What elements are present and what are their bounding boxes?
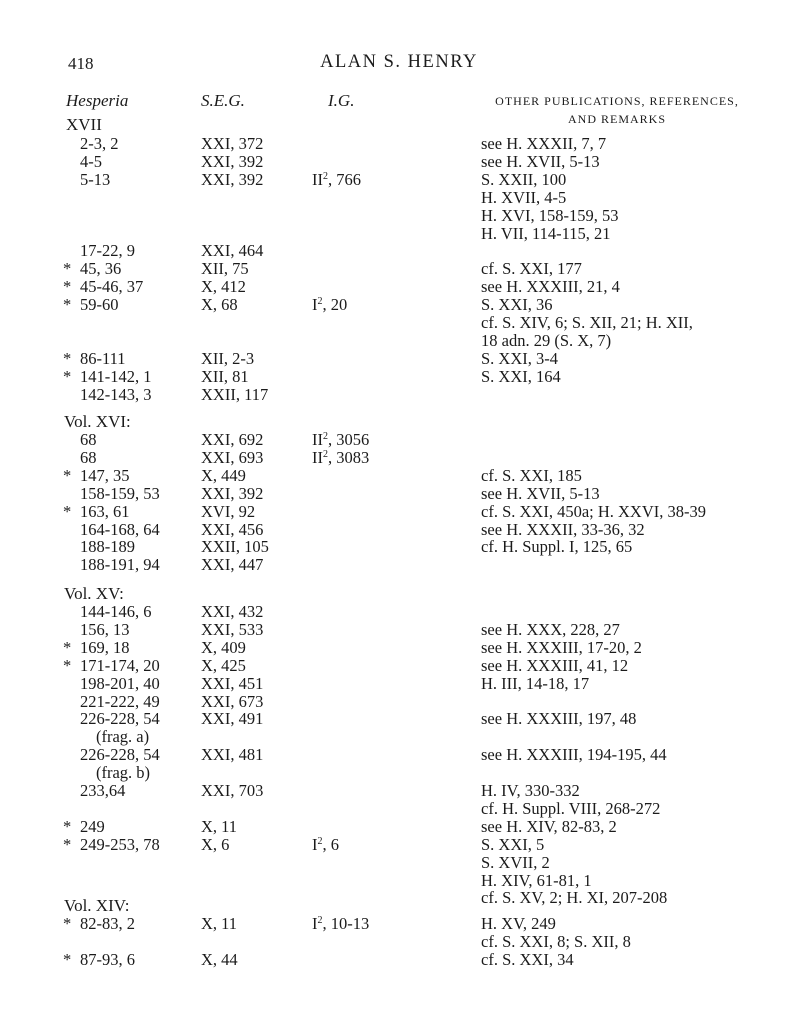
new-text-marker: * [63, 295, 72, 315]
hesperia-ref: 226-228, 54 [80, 745, 160, 765]
seg-ref: X, 11 [201, 816, 238, 836]
other-reference: cf. H. Suppl. VIII, 268-272 [481, 798, 661, 818]
seg-ref: XXI, 392 [201, 483, 264, 503]
other-reference: see H. XXXII, 33-36, 32 [481, 519, 645, 539]
hesperia-ref: 68 [80, 430, 97, 449]
other-reference: see H. XXXIII, 194-195, 44 [481, 745, 667, 765]
hesperia-ref: 156, 13 [80, 619, 130, 639]
seg-ref: XXI, 491 [201, 709, 264, 729]
hesperia-ref: 141-142, 1 [80, 366, 152, 386]
seg-ref: XXI, 703 [201, 781, 264, 800]
hesperia-ref: 68 [80, 447, 97, 467]
ig-ref [312, 449, 369, 467]
other-reference: S. XXI, 3-4 [481, 348, 558, 368]
ig-ref-number: , 10-13 [322, 914, 370, 933]
seg-ref: XXI, 692 [201, 430, 264, 449]
hesperia-ref: 169, 18 [80, 637, 130, 657]
ig-ref-edition: 2 [323, 448, 328, 460]
hesperia-ref: 144-146, 6 [80, 602, 152, 621]
table-row [0, 260, 798, 278]
other-reference: cf. S. XXI, 450a; H. XXVI, 38-39 [481, 501, 707, 521]
seg-ref: XXI, 693 [201, 447, 264, 467]
table-row [0, 836, 798, 854]
ig-ref-corpus: I [312, 295, 318, 315]
seg-ref: X, 409 [201, 637, 246, 657]
other-reference: see H. XXXIII, 197, 48 [481, 709, 637, 729]
other-reference: H. XV, 249 [481, 914, 556, 933]
table-row [0, 657, 798, 675]
table-row [0, 153, 798, 171]
table-row [0, 135, 798, 153]
other-reference: see H. XIV, 82-83, 2 [481, 816, 617, 836]
other-reference: S. XXII, 100 [481, 169, 567, 189]
ig-ref-edition: 2 [323, 170, 328, 182]
seg-ref: X, 412 [201, 277, 246, 297]
table-row [0, 951, 798, 969]
column-header-ig: I.G. [328, 91, 355, 110]
table-row [0, 675, 798, 693]
seg-ref: XVI, 92 [201, 501, 256, 521]
other-reference: S. XVII, 2 [481, 852, 550, 872]
ig-ref [312, 836, 339, 854]
table-row [0, 386, 798, 404]
hesperia-ref: 87-93, 6 [80, 949, 135, 969]
other-reference: cf. S. XXI, 177 [481, 259, 582, 279]
seg-ref: XII, 75 [201, 259, 249, 279]
table-row [0, 467, 798, 485]
table-row [0, 350, 798, 368]
other-reference: H. III, 14-18, 17 [481, 673, 590, 693]
hesperia-ref: 45, 36 [80, 259, 122, 279]
other-reference: see H. XVII, 5-13 [481, 151, 600, 171]
hesperia-ref: 5-13 [80, 169, 111, 189]
ig-ref-edition: 2 [317, 835, 323, 847]
table-row [0, 368, 798, 386]
seg-ref: X, 68 [201, 295, 238, 315]
section-title: XVII [66, 115, 102, 134]
table-row [0, 449, 798, 467]
seg-ref: XII, 81 [201, 366, 249, 386]
ig-ref-number: , 3056 [328, 430, 370, 449]
ig-ref-number: , 766 [328, 169, 361, 189]
column-header-seg: S.E.G. [201, 91, 245, 110]
ig-ref-number: , 20 [322, 295, 348, 315]
table-row [0, 431, 798, 449]
seg-ref: XXI, 372 [201, 134, 264, 153]
other-reference: H. VII, 114-115, 21 [481, 223, 611, 243]
other-reference: see H. XXXII, 7, 7 [481, 134, 607, 153]
seg-ref: XXI, 392 [201, 151, 264, 171]
other-reference: S. XXI, 5 [481, 834, 545, 854]
table-row [0, 728, 798, 746]
hesperia-ref: 198-201, 40 [80, 673, 160, 693]
hesperia-ref: 226-228, 54 [80, 709, 160, 729]
table-row [0, 764, 798, 782]
seg-ref: XXI, 392 [201, 169, 264, 189]
column-header-hesperia: Hesperia [66, 91, 129, 110]
table-row [0, 225, 798, 243]
hesperia-ref: 249 [80, 816, 105, 836]
hesperia-ref: 2-3, 2 [80, 134, 119, 153]
hesperia-ref: 171-174, 20 [80, 655, 160, 675]
ig-ref-corpus: I [312, 914, 318, 933]
seg-ref: X, 449 [201, 465, 246, 485]
new-text-marker: * [63, 366, 72, 386]
table-row [0, 621, 798, 639]
seg-ref: XXI, 481 [201, 745, 264, 765]
table-row [0, 746, 798, 764]
table-row [0, 693, 798, 711]
seg-ref: XII, 2-3 [201, 348, 255, 368]
running-head: ALAN S. HENRY [320, 52, 478, 72]
hesperia-ref: 188-191, 94 [80, 555, 160, 575]
table-row [0, 818, 798, 836]
new-text-marker: * [63, 277, 72, 297]
table-row [0, 314, 798, 332]
other-reference: H. XIV, 61-81, 1 [481, 870, 592, 890]
ig-ref [312, 915, 369, 933]
table-row [0, 639, 798, 657]
section-title: Vol. XIV: [64, 896, 130, 915]
seg-ref: XXI, 451 [201, 673, 264, 693]
other-reference: see H. XXXIII, 21, 4 [481, 277, 620, 297]
table-row [0, 296, 798, 314]
ig-ref-edition: 2 [317, 915, 323, 926]
other-reference: 18 adn. 29 (S. X, 7) [481, 330, 612, 350]
table-row [0, 521, 798, 539]
hesperia-ref: 249-253, 78 [80, 834, 160, 854]
ig-ref-number: , 6 [322, 834, 339, 854]
new-text-marker: * [63, 637, 72, 657]
table-row [0, 538, 798, 556]
table-row [0, 278, 798, 296]
ig-ref-corpus: II [312, 169, 323, 189]
seg-ref: XXI, 456 [201, 519, 264, 539]
column-header-other [492, 92, 742, 128]
hesperia-ref: 158-159, 53 [80, 483, 160, 503]
ig-ref-corpus: I [312, 834, 318, 854]
other-reference: cf. S. XXI, 185 [481, 465, 582, 485]
other-reference: H. XVI, 158-159, 53 [481, 205, 619, 225]
ig-ref [312, 296, 347, 314]
seg-ref: XXI, 432 [201, 602, 264, 621]
ig-ref [312, 431, 369, 449]
section-title: Vol. XV: [64, 584, 124, 603]
seg-ref: X, 11 [201, 914, 238, 933]
hesperia-ref: 164-168, 64 [80, 519, 160, 539]
table-row [0, 556, 798, 574]
other-reference: H. XVII, 4-5 [481, 187, 567, 207]
hesperia-ref: (frag. b) [96, 763, 151, 783]
table-row [0, 710, 798, 728]
table-row [0, 603, 798, 621]
hesperia-ref: 142-143, 3 [80, 384, 152, 404]
table-row [0, 854, 798, 872]
page-number: 418 [68, 54, 94, 73]
hesperia-ref: 188-189 [80, 537, 135, 557]
seg-ref: XXII, 117 [201, 384, 269, 404]
table-row [0, 485, 798, 503]
table-row [0, 171, 798, 189]
ig-ref-number: , 3083 [328, 447, 370, 467]
new-text-marker: * [63, 816, 72, 836]
ig-ref-corpus: II [312, 447, 323, 467]
hesperia-ref: 233,64 [80, 781, 126, 800]
other-reference: see H. XXX, 228, 27 [481, 619, 620, 639]
seg-ref: XXI, 464 [201, 241, 264, 261]
new-text-marker: * [63, 501, 72, 521]
other-reference: cf. S. XIV, 6; S. XII, 21; H. XII, [481, 313, 693, 332]
table-row [0, 915, 798, 933]
hesperia-ref: 4-5 [80, 151, 102, 171]
table-row [0, 332, 798, 350]
other-reference: cf. S. XV, 2; H. XI, 207-208 [481, 888, 668, 908]
table-row [0, 800, 798, 818]
hesperia-ref: 86-111 [80, 348, 126, 368]
hesperia-ref: 59-60 [80, 295, 119, 315]
seg-ref: XXI, 673 [201, 691, 264, 711]
table-row [0, 189, 798, 207]
column-header-other-line1: OTHER PUBLICATIONS, REFERENCES, [495, 94, 739, 108]
table-row [0, 242, 798, 260]
hesperia-ref: 221-222, 49 [80, 691, 160, 711]
table-row [0, 872, 798, 890]
seg-ref: X, 44 [201, 949, 238, 969]
table-row [0, 503, 798, 521]
seg-ref: XXII, 105 [201, 537, 269, 557]
seg-ref: XXI, 533 [201, 619, 264, 639]
table-row [0, 207, 798, 225]
hesperia-ref: 147, 35 [80, 465, 130, 485]
new-text-marker: * [63, 259, 72, 279]
ig-ref [312, 171, 361, 189]
new-text-marker: * [63, 465, 72, 485]
hesperia-ref: (frag. a) [96, 727, 150, 747]
hesperia-ref: 17-22, 9 [80, 241, 135, 261]
section-title: Vol. XVI: [64, 412, 131, 431]
other-reference: S. XXI, 36 [481, 295, 553, 315]
hesperia-ref: 163, 61 [80, 501, 130, 521]
new-text-marker: * [63, 834, 72, 854]
new-text-marker: * [63, 914, 72, 933]
ig-ref-edition: 2 [323, 431, 328, 442]
ig-ref-corpus: II [312, 430, 323, 449]
new-text-marker: * [63, 348, 72, 368]
table-row [0, 933, 798, 951]
table-row [0, 782, 798, 800]
other-reference: cf. S. XXI, 8; S. XII, 8 [481, 931, 631, 951]
hesperia-ref: 45-46, 37 [80, 277, 144, 297]
hesperia-ref: 82-83, 2 [80, 914, 135, 933]
new-text-marker: * [63, 655, 72, 675]
other-reference: see H. XXXIII, 41, 12 [481, 655, 629, 675]
other-reference: see H. XVII, 5-13 [481, 483, 600, 503]
other-reference: cf. H. Suppl. I, 125, 65 [481, 537, 633, 557]
other-reference: H. IV, 330-332 [481, 781, 580, 800]
seg-ref: X, 425 [201, 655, 246, 675]
column-header-other-line2: AND REMARKS [567, 112, 666, 126]
seg-ref: X, 6 [201, 834, 230, 854]
other-reference: S. XXI, 164 [481, 366, 561, 386]
other-reference: see H. XXXIII, 17-20, 2 [481, 637, 642, 657]
ig-ref-edition: 2 [317, 296, 323, 308]
other-reference: cf. S. XXI, 34 [481, 949, 574, 969]
new-text-marker: * [63, 949, 72, 969]
seg-ref: XXI, 447 [201, 555, 264, 575]
